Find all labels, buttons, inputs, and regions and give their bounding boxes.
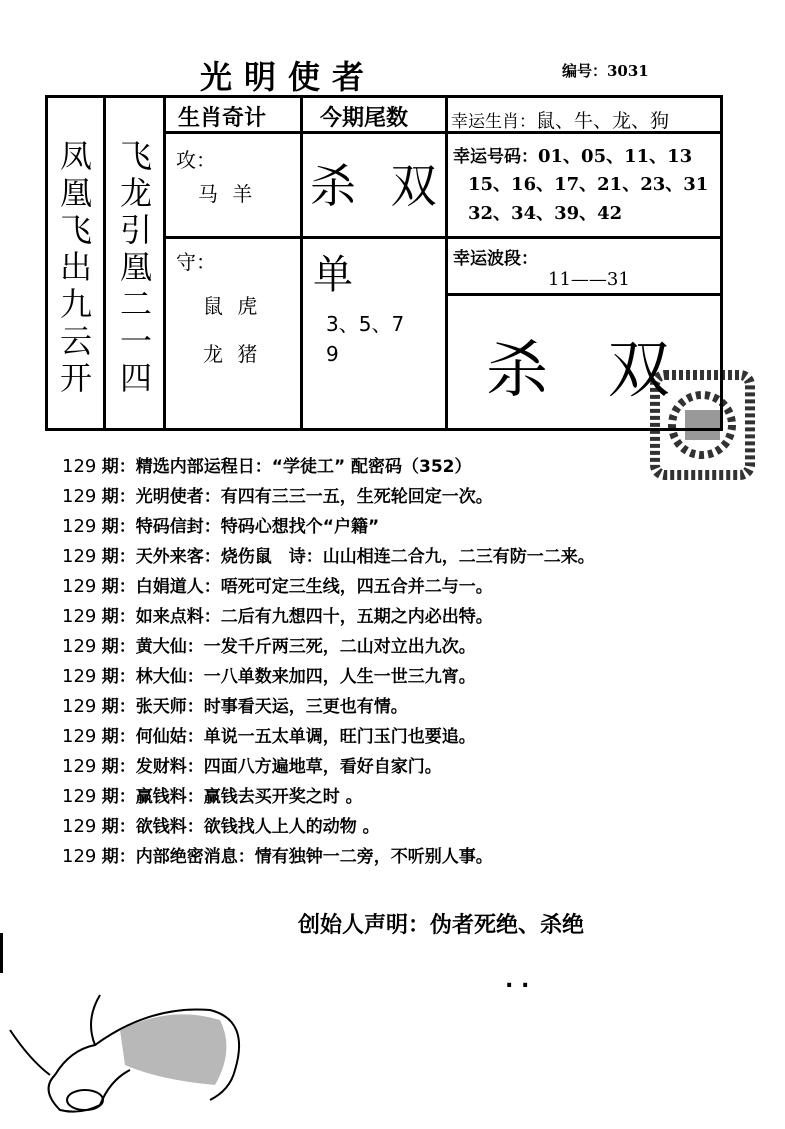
tail-header: 今期尾数 bbox=[320, 106, 409, 131]
entry-text: 一发千斤两三死，二山对立出九次。 bbox=[203, 637, 476, 657]
period-number: 129 bbox=[62, 816, 97, 837]
period-number: 129 bbox=[62, 456, 97, 477]
big-kill: 杀 双 bbox=[486, 333, 690, 406]
lucky-wave-value: 11——31 bbox=[548, 269, 630, 290]
period-number: 129 bbox=[62, 726, 97, 747]
period-number: 129 bbox=[62, 516, 97, 537]
entry-text: 特码心想找个“户籍” bbox=[220, 517, 380, 537]
tail-single: 单 bbox=[313, 252, 353, 298]
entry-source: 期：如来点料： bbox=[101, 607, 221, 627]
tail-kill: 杀 双 bbox=[310, 159, 447, 213]
entry-text: 单说一五太单调，旺门玉门也要追。 bbox=[203, 727, 476, 747]
prediction-entry bbox=[62, 692, 595, 722]
entry-text: 时事看天运，三更也有情。 bbox=[203, 697, 408, 717]
entry-text: 欲钱找人上人的动物 。 bbox=[203, 817, 380, 837]
prediction-entry bbox=[62, 602, 595, 632]
period-number: 129 bbox=[62, 786, 97, 807]
prediction-entry bbox=[62, 812, 595, 842]
lucky-numbers-2: 15、16、17、21、23、31 bbox=[468, 174, 709, 195]
entry-source: 期：赢钱料： bbox=[101, 787, 204, 807]
prediction-entry bbox=[62, 482, 595, 512]
prediction-entry bbox=[62, 542, 595, 572]
entry-text: 情有独钟一二旁，不听别人事。 bbox=[254, 847, 493, 867]
lucky-wave-label: 幸运波段： bbox=[453, 249, 538, 269]
entry-source: 期：特码信封： bbox=[101, 517, 221, 537]
vertical-slogan-1: 凤凰飞出九云开 bbox=[59, 137, 92, 397]
entry-source: 期：发财料： bbox=[101, 757, 204, 777]
prediction-entry bbox=[62, 632, 595, 662]
edge-mark bbox=[0, 933, 3, 973]
entry-source: 期：天外来客： bbox=[101, 547, 221, 567]
entry-source: 期：欲钱料： bbox=[101, 817, 204, 837]
prediction-entry bbox=[62, 572, 595, 602]
attack-label: 攻： bbox=[176, 148, 216, 172]
lucky-numbers-label: 幸运号码： bbox=[453, 147, 538, 167]
lucky-zodiac-value: 鼠、牛、龙、狗 bbox=[536, 110, 670, 132]
entry-text: 二后有九想四十，五期之内必出特。 bbox=[220, 607, 493, 627]
attack-value: 马 羊 bbox=[198, 182, 257, 206]
tail-numbers-1: 3、5、7 bbox=[326, 312, 405, 336]
founder-statement: 创始人声明：伪者死绝、杀绝 bbox=[298, 913, 585, 938]
period-number: 129 bbox=[62, 636, 97, 657]
entry-source: 期：光明使者： bbox=[101, 487, 221, 507]
page-title: 光明使者 bbox=[200, 58, 377, 96]
entry-text: 一八单数来加四，人生一世三九宵。 bbox=[203, 667, 476, 687]
prediction-entry bbox=[62, 512, 595, 542]
prediction-entry bbox=[62, 662, 595, 692]
period-number: 129 bbox=[62, 696, 97, 717]
entry-source: 期：林大仙： bbox=[101, 667, 204, 687]
period-number: 129 bbox=[62, 486, 97, 507]
entry-source: 期：张天师： bbox=[101, 697, 204, 717]
prediction-entry bbox=[62, 452, 595, 482]
zodiac-header: 生肖奇计 bbox=[178, 106, 267, 131]
period-number: 129 bbox=[62, 546, 97, 567]
lucky-numbers-3: 32、34、39、42 bbox=[468, 203, 623, 224]
entry-source: 期：内部绝密消息： bbox=[101, 847, 255, 867]
ox-illustration-icon bbox=[0, 990, 300, 1129]
prediction-entry bbox=[62, 722, 595, 752]
entry-text: “学徒工” 配密码（352） bbox=[271, 457, 472, 477]
info-table bbox=[45, 95, 723, 431]
entry-text: 四面八方遍地草，看好自家门。 bbox=[203, 757, 442, 777]
period-number: 129 bbox=[62, 666, 97, 687]
period-number: 129 bbox=[62, 576, 97, 597]
prediction-entry bbox=[62, 842, 595, 872]
lucky-numbers-1: 01、05、11、13 bbox=[538, 146, 693, 167]
period-number: 129 bbox=[62, 756, 97, 777]
entry-text: 赢钱去买开奖之时 。 bbox=[203, 787, 363, 807]
period-number: 129 bbox=[62, 846, 97, 867]
entry-text: 烧伤鼠 诗：山山相连二合九，二三有防一二来。 bbox=[220, 547, 595, 567]
defend-value-1: 鼠 虎 bbox=[203, 294, 262, 318]
entry-text: 有四有三三一五，生死轮回定一次。 bbox=[220, 487, 493, 507]
lucky-numbers bbox=[453, 142, 692, 168]
entry-source: 期：白娟道人： bbox=[101, 577, 221, 597]
vertical-slogan-2: 飞龙引凰二一四 bbox=[119, 137, 152, 397]
defend-value-2: 龙 猪 bbox=[203, 342, 262, 366]
stamp-pattern bbox=[645, 355, 760, 490]
lucky-zodiac-label: 幸运生肖： bbox=[451, 112, 536, 132]
entry-text: 唔死可定三生线，四五合并二与一。 bbox=[220, 577, 493, 597]
prediction-list bbox=[62, 452, 595, 872]
period-number: 129 bbox=[62, 606, 97, 627]
entry-source: 期：精选内部运程日： bbox=[101, 457, 272, 477]
serial-number: 编号：3031 bbox=[562, 62, 649, 80]
prediction-entry bbox=[62, 782, 595, 812]
entry-source: 期：黄大仙： bbox=[101, 637, 204, 657]
tail-numbers-2: 9 bbox=[326, 342, 339, 366]
prediction-entry bbox=[62, 752, 595, 782]
footer-dots: . . bbox=[505, 968, 530, 993]
defend-label: 守： bbox=[176, 250, 216, 274]
lucky-zodiac bbox=[451, 106, 669, 133]
entry-source: 期：何仙姑： bbox=[101, 727, 204, 747]
